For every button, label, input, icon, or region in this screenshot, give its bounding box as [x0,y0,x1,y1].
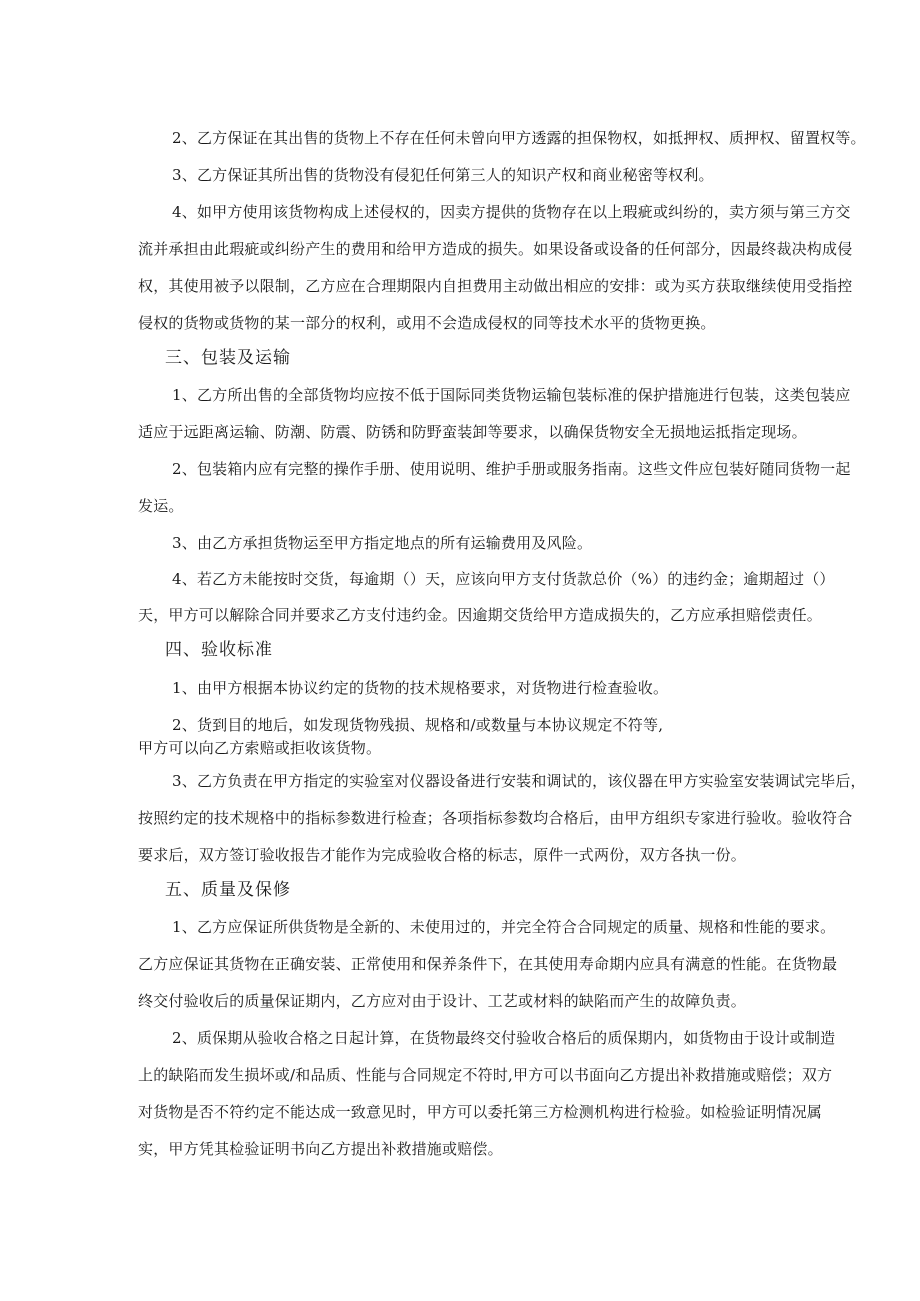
packaging-clause-1: 1、乙方所出售的全部货物均应按不低于国际同类货物运输包装标准的保护措施进行包装，这类包装应 [172,386,851,404]
section-heading-acceptance: 四、验收标准 [165,640,273,660]
quality-clause-2-line: 对货物是否不符约定不能达成一致意见时，甲方可以委托第三方检测机构进行检验。如检验证明情况属 [138,1103,823,1121]
quality-clause-2: 2、质保期从验收合格之日起计算，在货物最终交付验收合格后的质保期内，如货物由于设计或制造 [172,1029,836,1047]
quality-clause-1-line: 乙方应保证其货物在正确安装、正常使用和保养条件下，在其使用寿命期内应具有满意的性能。在货物最 [138,955,838,973]
quality-clause-2-line: 实，甲方凭其检验证明书向乙方提出补救措施或赔偿。 [138,1140,503,1158]
acceptance-clause-1: 1、由甲方根据本协议约定的货物的技术规格要求，对货物进行检查验收。 [172,679,669,697]
clause-4-line: 权，其使用被予以限制，乙方应在合理期限内自担费用主动做出相应的安排：或为买方获取继续使用受指控 [138,277,853,295]
clause-4-line: 侵权的货物或货物的某一部分的权利，或用不会造成侵权的同等技术水平的货物更换。 [138,314,716,332]
clause-3-para: 3、乙方保证其所出售的货物没有侵犯任何第三人的知识产权和商业秘密等权利。 [172,166,714,184]
quality-clause-1: 1、乙方应保证所供货物是全新的、未使用过的，并完全符合合同规定的质量、规格和性能的要求。 [172,918,836,936]
acceptance-clause-3-line: 按照约定的技术规格中的指标参数进行检查；各项指标参数均合格后，由甲方组织专家进行验收。验收符合 [138,809,853,827]
acceptance-clause-3: 3、乙方负责在甲方指定的实验室对仪器设备进行安装和调试的，该仪器在甲方实验室安装调试完毕后， [172,772,866,790]
acceptance-clause-2: 2、货到目的地后，如发现货物残损、规格和/或数量与本协议规定不符等, [172,716,664,734]
clause-2-para: 2、乙方保证在其出售的货物上不存在任何未曾向甲方透露的担保物权，如抵押权、质押权、留置权等。 [172,129,866,147]
acceptance-clause-3-line: 要求后，双方签订验收报告才能作为完成验收合格的标志，原件一式两份，双方各执一份。 [138,846,747,864]
clause-4-line: 流并承担由此瑕疵或纠纷产生的费用和给甲方造成的损失。如果设备或设备的任何部分，因最终裁决构成侵 [138,240,853,258]
packaging-clause-3: 3、由乙方承担货物运至甲方指定地点的所有运输费用及风险。 [172,534,593,552]
packaging-clause-4-line: 天，甲方可以解除合同并要求乙方支付违约金。因逾期交货给甲方造成损失的，乙方应承担赔偿责任。 [138,606,823,624]
quality-clause-1-line: 终交付验收后的质量保证期内，乙方应对由于设计、工艺或材料的缺陷而产生的故障负责。 [138,992,747,1010]
clause-4-para: 4、如甲方使用该货物构成上述侵权的，因卖方提供的货物存在以上瑕疵或纠纷的，卖方须与第三方交 [172,203,851,221]
section-heading-quality: 五、质量及保修 [165,880,291,900]
packaging-clause-4: 4、若乙方未能按时交货，每逾期（）天，应该向甲方支付货款总价（%）的违约金；逾期超过（） [172,570,835,588]
section-heading-packaging: 三、包装及运输 [165,348,291,368]
packaging-clause-2-line: 发运。 [138,497,184,515]
packaging-clause-2: 2、包装箱内应有完整的操作手册、使用说明、维护手册或服务指南。这些文件应包装好随同货物一起 [172,460,851,478]
packaging-clause-1-line: 适应于远距离运输、防潮、防震、防锈和防野蛮装卸等要求，以确保货物安全无损地运抵指定现场。 [138,423,807,441]
quality-clause-2-line: 上的缺陷而发生损坏或/和品质、性能与合同规定不符时,甲方可以书面向乙方提出补救措施或赔偿；双方 [138,1066,833,1084]
acceptance-clause-2-line: 甲方可以向乙方索赔或拒收该货物。 [138,739,382,757]
